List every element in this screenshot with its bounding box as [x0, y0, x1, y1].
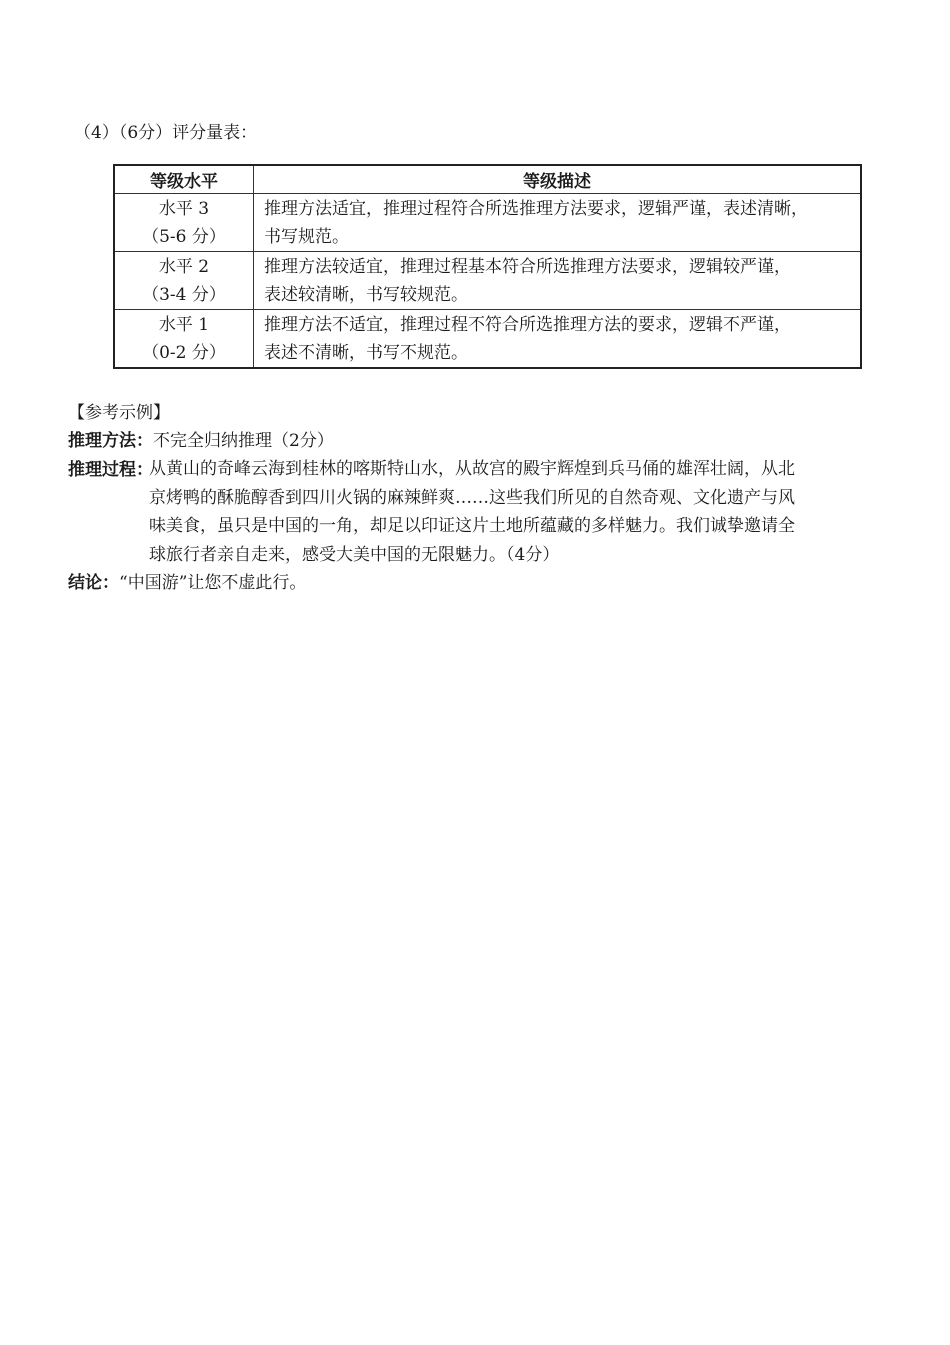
description-line: 书写规范。: [264, 226, 349, 247]
table-row: [114, 194, 861, 252]
table-row: [114, 252, 861, 310]
level-name: 水平 3: [158, 198, 210, 219]
level-cell: [114, 252, 254, 310]
method-label: 推理方法：: [68, 431, 153, 451]
table-row: [114, 310, 861, 369]
header-level: 等级水平: [114, 165, 254, 194]
level-cell: [114, 310, 254, 369]
process-line: 球旅行者亲自走来，感受大美中国的无限魅力。（4分）: [149, 544, 560, 565]
table-header-row: [114, 165, 861, 194]
description-cell: [254, 252, 862, 310]
question-title: （4）（6分）评分量表：: [74, 123, 258, 143]
method-value: 不完全归纳推理（2分）: [153, 431, 334, 451]
level-score: （3-4 分）: [142, 284, 226, 305]
conclusion-value: “中国游”让您不虚此行。: [119, 573, 307, 593]
description-line: 推理方法不适宜，推理过程不符合所选推理方法的要求，逻辑不严谨，: [264, 314, 791, 335]
process-text: [149, 455, 795, 569]
description-cell: [254, 310, 862, 369]
process-line: 京烤鸭的酥脆醇香到四川火锅的麻辣鲜爽……这些我们所见的自然奇观、文化遗产与风: [149, 487, 795, 508]
level-name: 水平 2: [158, 256, 210, 277]
level-cell: [114, 194, 254, 252]
process-line: 从黄山的奇峰云海到桂林的喀斯特山水，从故宫的殿宇辉煌到兵马俑的雄浑壮阔，从北: [149, 459, 795, 479]
process-label: 推理过程：: [68, 460, 153, 480]
description-cell: [254, 194, 862, 252]
conclusion-label: 结论：: [68, 573, 119, 593]
header-description: 等级描述: [254, 165, 862, 194]
description-line: 表述较清晰，书写较规范。: [264, 284, 468, 305]
process-line: 味美食，虽只是中国的一角，却足以印证这片土地所蕴藏的多样魅力。我们诚挚邀请全: [149, 516, 795, 536]
rubric-table: [113, 164, 862, 369]
description-line: 推理方法较适宜，推理过程基本符合所选推理方法要求，逻辑较严谨，: [264, 256, 791, 277]
level-score: （0-2 分）: [142, 342, 226, 363]
level-score: （5-6 分）: [142, 226, 226, 247]
method-line: [68, 426, 334, 451]
description-line: 推理方法适宜，推理过程符合所选推理方法要求，逻辑严谨，表述清晰，: [264, 198, 808, 219]
reference-heading: 【参考示例】: [68, 403, 170, 423]
conclusion-line: [68, 568, 306, 593]
level-name: 水平 1: [158, 314, 210, 335]
description-line: 表述不清晰，书写不规范。: [264, 342, 468, 363]
